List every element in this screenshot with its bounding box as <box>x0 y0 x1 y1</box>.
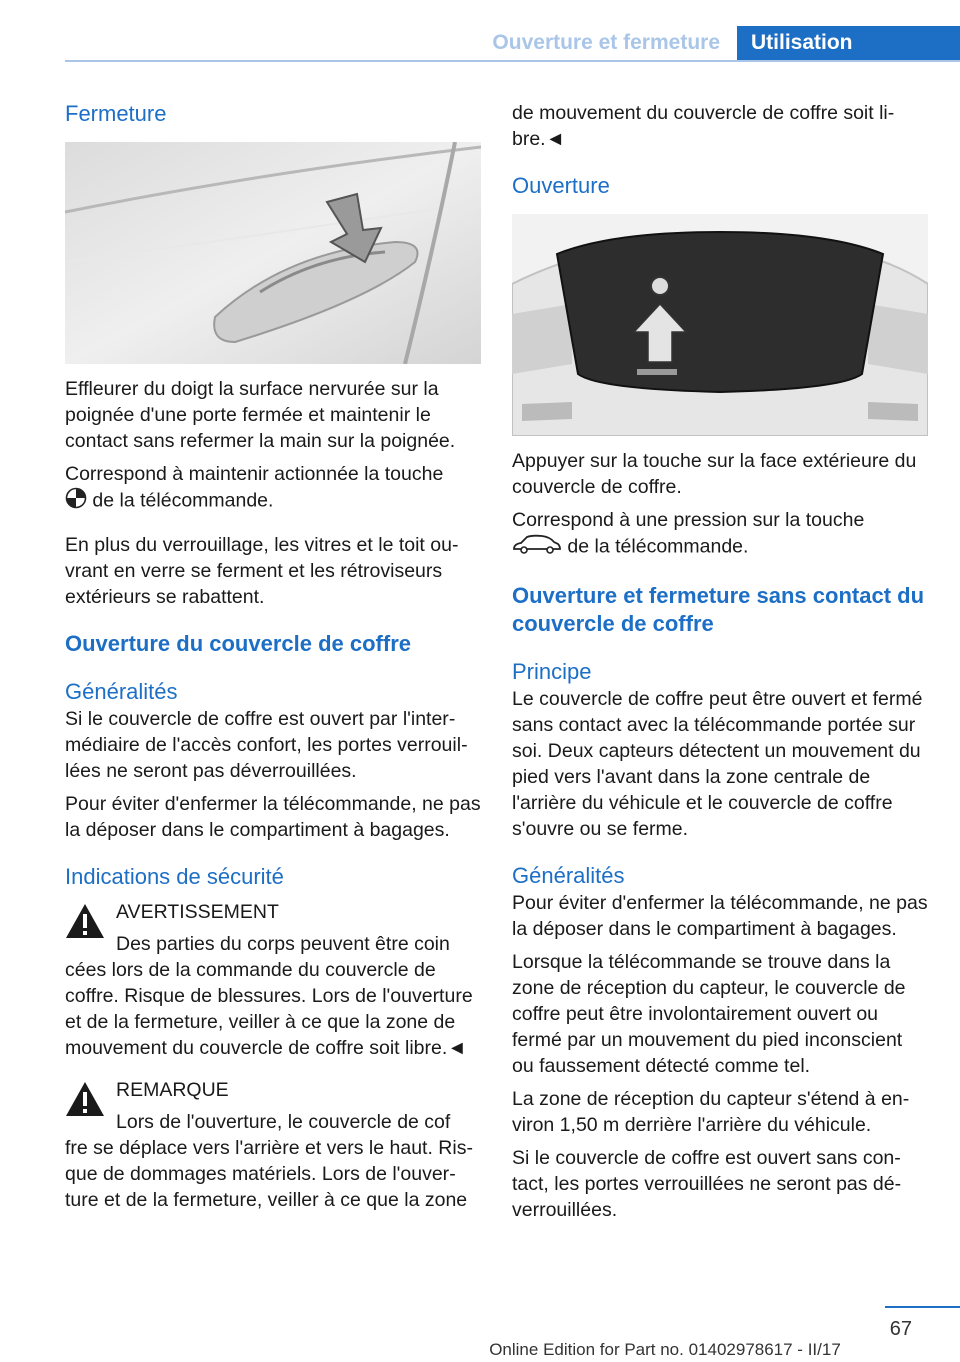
warning-text: cées lors de la commande du couvercle de coffre. Risque de blessures. Lors de l'ouverture et de la fermeture, veiller à ce que la zone de mouvement du couvercle de coffre soit libre.◄ <box>65 959 473 1059</box>
footer-rule <box>885 1306 960 1308</box>
paragraph: Si le couvercle de coffre est ouvert sans contact, les portes verrouillées ne seront pas déverrouillées. <box>512 1147 902 1221</box>
paragraph: Pour éviter d'enfermer la télécommande, ne pas la déposer dans le compartiment à bagages. <box>65 793 481 841</box>
paragraph: Le couvercle de coffre peut être ouvert et fermé sans contact avec la télécommande portée sur soi. Deux capteurs détectent un mouvement du pied vers l'avant dans la zone centrale de l'arrière du véhicule et le couvercle de coffre s'ouvre ou se ferme. <box>512 688 923 840</box>
paragraph: La zone de réception du capteur s'étend à environ 1,50 m derrière l'arrière du véhicule. <box>512 1088 910 1136</box>
door-handle-illustration <box>65 142 481 364</box>
warning-text: Des parties du corps peuvent être coin <box>116 933 450 955</box>
heading-fermeture: Fermeture <box>65 101 167 126</box>
notice-title: REMARQUE <box>116 1079 229 1101</box>
paragraph: Correspond à maintenir actionnée la touche de la télécommande. <box>65 461 481 516</box>
bmw-lock-icon <box>65 487 87 516</box>
left-column <box>65 100 481 1220</box>
section-title: Ouverture et fermeture <box>492 31 720 54</box>
paragraph: Effleurer du doigt la surface nervurée sur la poignée d'une porte fermée et maintenir le contact sans refermer la main sur la poignée. <box>65 378 456 452</box>
paragraph: Si le couvercle de coffre est ouvert par l'intermédiaire de l'accès confort, les portes verrouillées ne seront pas déverrouillées. <box>65 708 468 782</box>
paragraph: En plus du verrouillage, les vitres et le toit ouvrant en verre se ferment et les rétroviseurs extérieurs se rabattent. <box>65 534 459 608</box>
door-handle-image <box>65 142 481 364</box>
page-number: 67 <box>889 1318 912 1340</box>
trunk-image <box>512 214 928 436</box>
warning-title: AVERTISSEMENT <box>116 901 279 923</box>
warning-triangle-icon <box>65 903 105 939</box>
trunk-illustration <box>512 214 928 436</box>
paragraph: de mouvement du couvercle de coffre soit libre.◄ <box>512 102 895 150</box>
heading-principe: Principe <box>512 659 592 684</box>
right-column <box>512 100 928 1230</box>
notice-block <box>65 1077 481 1213</box>
notice-text: fre se déplace vers l'arrière et vers le haut. Risque de dommages matériels. Lors de l'ouverture et de la fermeture, veiller à ce que la zone <box>65 1137 473 1211</box>
heading-generalites: Généralités <box>65 679 178 704</box>
warning-block <box>65 899 481 1061</box>
warning-triangle-icon <box>65 1081 105 1117</box>
paragraph: Appuyer sur la touche sur la face extérieure du couvercle de coffre. <box>512 450 917 498</box>
header-rule <box>65 60 960 62</box>
car-trunk-icon <box>512 533 562 562</box>
heading-securite: Indications de sécurité <box>65 864 284 889</box>
paragraph: Lorsque la télécommande se trouve dans la zone de réception du capteur, le couvercle de coffre peut être involontairement ouvert ou fermé par un mouvement du pied inconscient ou faussement détecté comme tel. <box>512 951 906 1077</box>
paragraph: Correspond à une pression sur la touche de la télécommande. <box>512 507 928 562</box>
heading-generalites: Généralités <box>512 863 625 888</box>
heading-sans-contact: Ouverture et fermeture sans contact du couvercle de coffre <box>512 583 925 636</box>
edition-note: Online Edition for Part no. 01402978617 - II/17 <box>489 1340 841 1359</box>
paragraph: Pour éviter d'enfermer la télécommande, ne pas la déposer dans le compartiment à bagages. <box>512 892 928 940</box>
heading-ouverture-coffre: Ouverture du couvercle de coffre <box>65 631 411 656</box>
heading-ouverture: Ouverture <box>512 173 610 198</box>
notice-text: Lors de l'ouverture, le couvercle de cof <box>116 1111 451 1133</box>
chapter-tab[interactable]: Utilisation <box>737 26 960 60</box>
page-header <box>0 0 960 62</box>
